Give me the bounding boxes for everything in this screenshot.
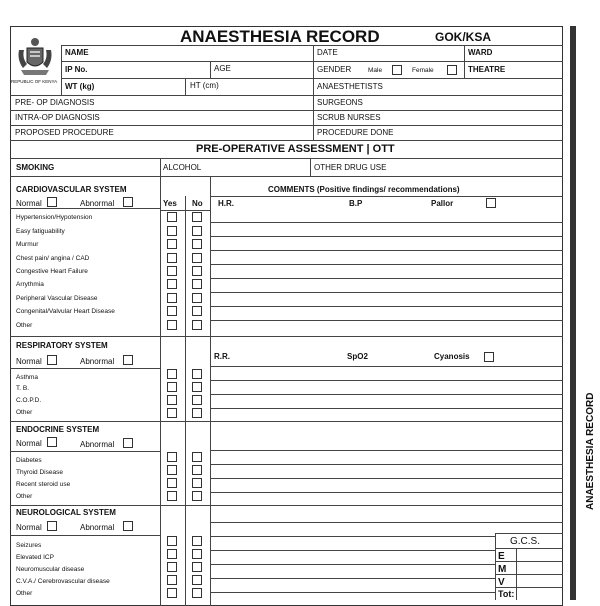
male-checkbox[interactable] [392,65,402,75]
yes-checkbox[interactable] [167,320,177,330]
endo-item: Diabetes [16,457,42,464]
no-checkbox[interactable] [192,536,202,546]
yes-checkbox[interactable] [167,408,177,418]
endo-item: Other [16,493,33,500]
cardio-abnormal-checkbox[interactable] [123,197,133,207]
yes-checkbox[interactable] [167,575,177,585]
cardio-item: Peripheral Vascular Disease [16,295,98,302]
female-label: Female [412,67,434,74]
no-checkbox[interactable] [192,382,202,392]
endo-item: Recent steroid use [16,481,71,488]
no-checkbox[interactable] [192,452,202,462]
yes-header: Yes [163,199,177,208]
no-checkbox[interactable] [192,395,202,405]
yes-checkbox[interactable] [167,588,177,598]
no-checkbox[interactable] [192,369,202,379]
yes-checkbox[interactable] [167,306,177,316]
yes-checkbox[interactable] [167,226,177,236]
comments-header: COMMENTS (Positive findings/ recommendations) [268,185,460,194]
neuro-title: NEUROLOGICAL SYSTEM [16,508,116,517]
gcs-m-label: M [498,564,507,575]
yes-checkbox[interactable] [167,491,177,501]
no-checkbox[interactable] [192,253,202,263]
yes-checkbox[interactable] [167,369,177,379]
no-checkbox[interactable] [192,549,202,559]
yes-checkbox[interactable] [167,452,177,462]
cyanosis-checkbox[interactable] [484,352,494,362]
name-label: NAME [65,48,89,57]
endo-abnormal-checkbox[interactable] [123,438,133,448]
neuro-item: Elevated ICP [16,554,54,561]
cardio-item: Congenital/Valvular Heart Disease [16,308,115,315]
anaesthetists-label: ANAESTHETISTS [317,82,383,91]
gcs-e-label: E [498,551,505,562]
intra-op-label: INTRA-OP DIAGNOSIS [15,113,100,122]
cardio-item: Murmur [16,241,39,248]
endo-title: ENDOCRINE SYSTEM [16,425,100,434]
resp-item: C.O.P.D. [16,397,42,404]
yes-checkbox[interactable] [167,293,177,303]
no-checkbox[interactable] [192,465,202,475]
cardio-item: Chest pain/ angina / CAD [16,255,90,262]
neuro-item: Seizures [16,542,42,549]
neuro-normal-label: Normal [16,523,42,532]
cardio-item: Congestive Heart Failure [16,268,88,275]
theatre-label: THEATRE [468,65,506,74]
gcs-title: G.C.S. [510,536,541,547]
no-checkbox[interactable] [192,478,202,488]
neuro-abnormal-label: Abnormal [80,523,115,532]
hr-label: H.R. [218,199,234,208]
no-checkbox[interactable] [192,212,202,222]
no-checkbox[interactable] [192,491,202,501]
no-checkbox[interactable] [192,575,202,585]
gcs-total-label: Tot: [498,589,515,599]
pallor-checkbox[interactable] [486,198,496,208]
neuro-item: C.V.A./ Cerebrovascular disease [16,578,110,585]
emblem-caption: REPUBLIC OF KENYA [11,79,58,84]
procedure-done-label: PROCEDURE DONE [317,128,394,137]
no-checkbox[interactable] [192,320,202,330]
yes-checkbox[interactable] [167,279,177,289]
yes-checkbox[interactable] [167,212,177,222]
no-checkbox[interactable] [192,306,202,316]
cardio-abnormal-label: Abnormal [80,199,115,208]
female-checkbox[interactable] [447,65,457,75]
yes-checkbox[interactable] [167,536,177,546]
no-checkbox[interactable] [192,562,202,572]
endo-normal-checkbox[interactable] [47,437,57,447]
pallor-label: Pallor [431,199,454,208]
no-checkbox[interactable] [192,239,202,249]
no-checkbox[interactable] [192,408,202,418]
no-header: No [192,199,203,208]
resp-item: T. B. [16,385,30,392]
cardio-normal-label: Normal [16,199,42,208]
date-label: DATE [317,48,338,57]
scrub-nurses-label: SCRUB NURSES [317,113,381,122]
neuro-item: Neuromuscular disease [16,566,85,573]
age-label: AGE [214,64,231,73]
ip-no-label: IP No. [65,65,88,74]
cardio-item: Easy fatiguability [16,228,65,235]
form-title: ANAESTHESIA RECORD [180,27,380,46]
resp-abnormal-checkbox[interactable] [123,355,133,365]
coat-of-arms-icon [13,34,57,86]
gender-label: GENDER [317,65,352,74]
yes-checkbox[interactable] [167,395,177,405]
yes-checkbox[interactable] [167,382,177,392]
yes-checkbox[interactable] [167,465,177,475]
resp-item: Asthma [16,374,39,381]
no-checkbox[interactable] [192,293,202,303]
resp-normal-checkbox[interactable] [47,355,57,365]
cardio-item: Hypertension/Hypotension [16,214,93,221]
no-checkbox[interactable] [192,279,202,289]
other-drug-label: OTHER DRUG USE [314,163,387,172]
cardio-title: CARDIOVASCULAR SYSTEM [16,185,127,194]
yes-checkbox[interactable] [167,253,177,263]
cardio-item: Other [16,322,33,329]
endo-abnormal-label: Abnormal [80,440,115,449]
neuro-abnormal-checkbox[interactable] [123,521,133,531]
yes-checkbox[interactable] [167,239,177,249]
male-label: Male [368,67,383,74]
cardio-item: Arrythmia [16,281,44,288]
gcs-v-label: V [498,577,505,588]
no-checkbox[interactable] [192,226,202,236]
resp-normal-label: Normal [16,357,42,366]
cyanosis-label: Cyanosis [434,352,470,361]
cardio-normal-checkbox[interactable] [47,197,57,207]
yes-checkbox[interactable] [167,266,177,276]
surgeons-label: SURGEONS [317,98,363,107]
wt-label: WT (kg) [65,82,95,91]
no-checkbox[interactable] [192,266,202,276]
resp-abnormal-label: Abnormal [80,357,115,366]
neuro-normal-checkbox[interactable] [47,521,57,531]
yes-checkbox[interactable] [167,478,177,488]
yes-checkbox[interactable] [167,549,177,559]
proposed-procedure-label: PROPOSED PROCEDURE [15,128,114,137]
spo2-label: SpO2 [347,352,368,361]
pre-op-label: PRE- OP DIAGNOSIS [15,98,95,107]
resp-title: RESPIRATORY SYSTEM [16,341,108,350]
assessment-title: PRE-OPERATIVE ASSESSMENT | OTT [196,143,395,155]
form-code: GOK/KSA [435,30,492,44]
ward-label: WARD [468,48,493,57]
alcohol-label: ALCOHOL [163,163,202,172]
endo-normal-label: Normal [16,439,42,448]
no-checkbox[interactable] [192,588,202,598]
side-tab [570,26,576,600]
side-label: ANAESTHESIA RECORD [585,392,596,510]
yes-checkbox[interactable] [167,562,177,572]
endo-item: Thyroid Disease [16,469,63,476]
smoking-label: SMOKING [16,163,55,172]
ht-label: HT (cm) [190,81,219,90]
resp-item: Other [16,409,33,416]
rr-label: R.R. [214,352,230,361]
neuro-item: Other [16,590,33,597]
bp-label: B.P [349,199,363,208]
